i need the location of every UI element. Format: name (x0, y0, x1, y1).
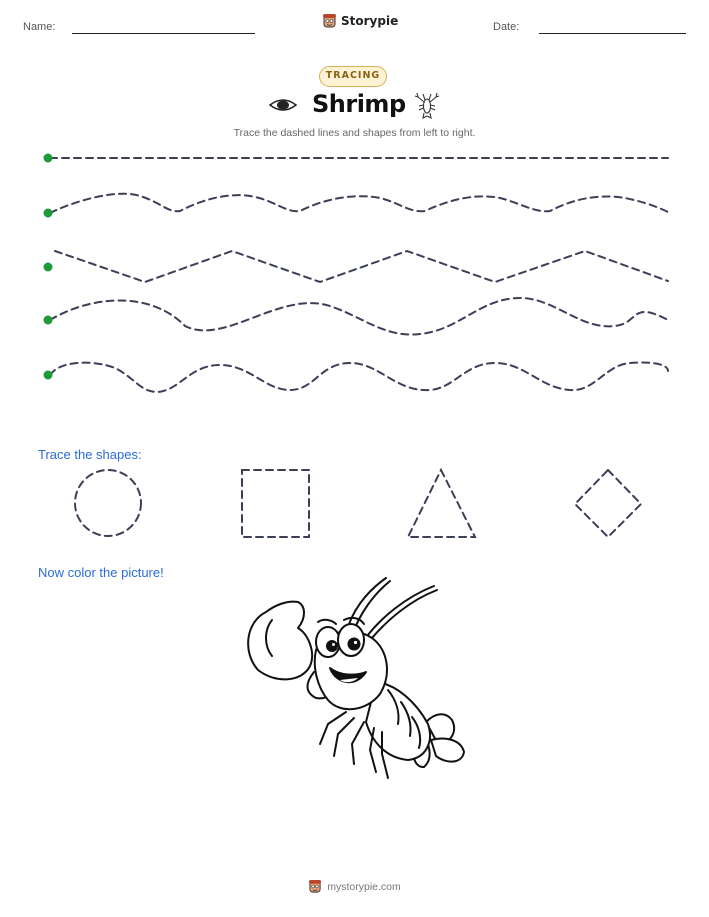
instructions: Trace the dashed lines and shapes from left to right. (233, 127, 476, 139)
footer (0, 879, 709, 894)
shape-diamond[interactable] (575, 470, 641, 537)
color-heading: Now color the picture! (38, 565, 164, 580)
page-title: Shrimp (312, 90, 406, 118)
storypie-mascot-icon (308, 879, 322, 894)
date-label: Date: (493, 21, 520, 33)
brand-name: Storypie (341, 14, 399, 28)
shape-circle[interactable] (75, 470, 141, 536)
shape-square[interactable] (242, 470, 309, 537)
shrimp-coloring-picture[interactable] (236, 572, 472, 790)
shapes-heading: Trace the shapes: (38, 447, 142, 462)
name-label: Name: (23, 21, 56, 33)
footer-link[interactable]: mystorypie.com (327, 880, 401, 893)
shape-triangle[interactable] (408, 470, 475, 537)
tracing-badge: TRACING (319, 66, 387, 87)
